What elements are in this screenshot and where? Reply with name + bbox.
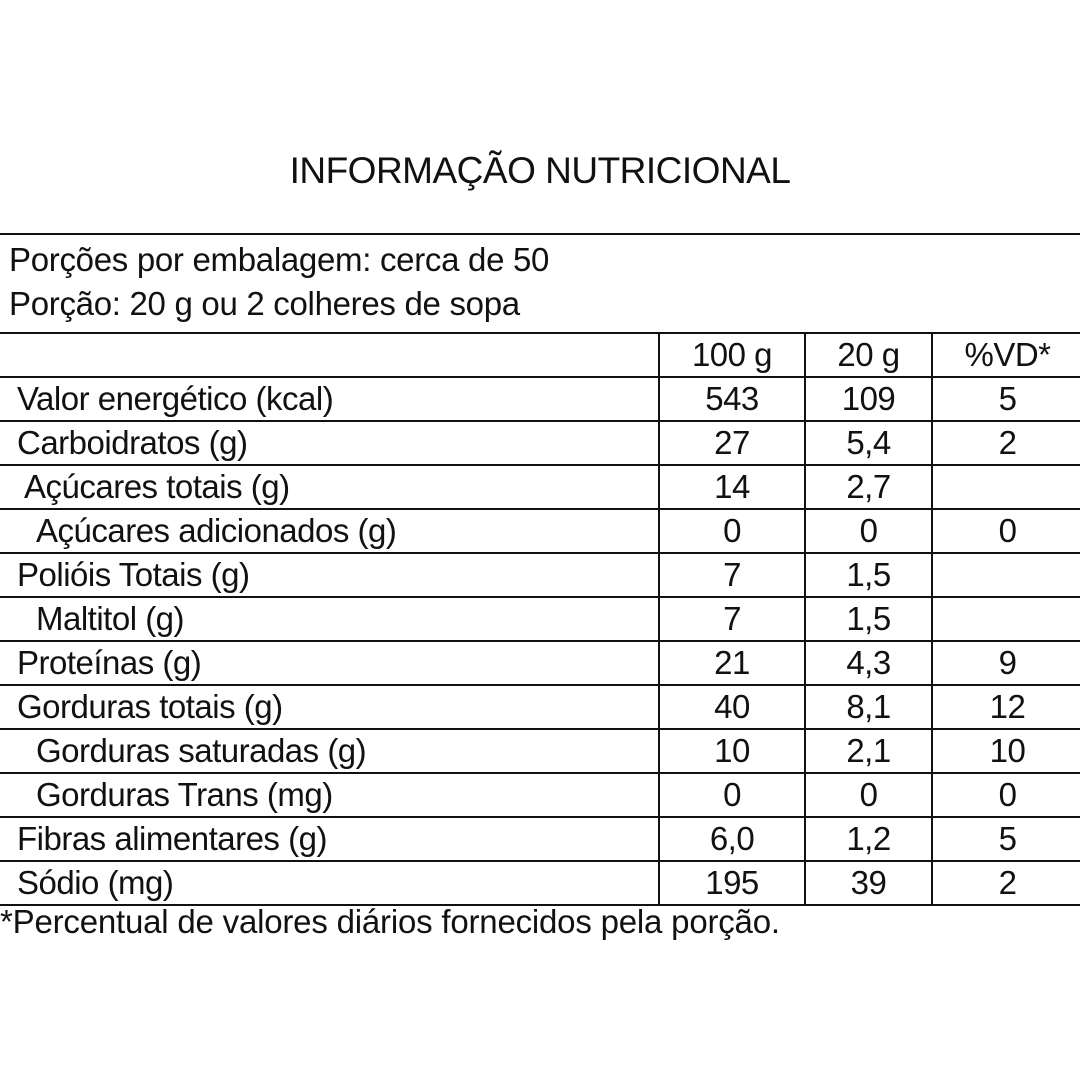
value-20g: 5,4 bbox=[805, 421, 932, 465]
table-row bbox=[0, 641, 1080, 685]
value-20g: 2,7 bbox=[805, 465, 932, 509]
table-row bbox=[0, 421, 1080, 465]
nutrient-name: Açúcares adicionados (g) bbox=[0, 509, 659, 553]
value-20g: 1,2 bbox=[805, 817, 932, 861]
table-row bbox=[0, 817, 1080, 861]
serving-size: Porção: 20 g ou 2 colheres de sopa bbox=[9, 285, 520, 322]
nutrient-name: Carboidratos (g) bbox=[0, 421, 659, 465]
value-100g: 7 bbox=[659, 553, 805, 597]
value-vd bbox=[932, 553, 1080, 597]
value-20g: 2,1 bbox=[805, 729, 932, 773]
nutrient-name: Valor energético (kcal) bbox=[0, 377, 659, 421]
value-100g: 10 bbox=[659, 729, 805, 773]
value-100g: 6,0 bbox=[659, 817, 805, 861]
value-vd: 2 bbox=[932, 421, 1080, 465]
table-row bbox=[0, 553, 1080, 597]
nutrient-name: Polióis Totais (g) bbox=[0, 553, 659, 597]
value-vd: 12 bbox=[932, 685, 1080, 729]
column-header-20g: 20 g bbox=[805, 333, 932, 377]
value-vd: 5 bbox=[932, 817, 1080, 861]
nutrient-name: Gorduras Trans (mg) bbox=[0, 773, 659, 817]
value-20g: 109 bbox=[805, 377, 932, 421]
nutrition-table bbox=[0, 332, 1080, 904]
value-vd: 2 bbox=[932, 861, 1080, 904]
value-vd bbox=[932, 465, 1080, 509]
page-title: INFORMAÇÃO NUTRICIONAL bbox=[289, 150, 791, 191]
table-row bbox=[0, 509, 1080, 553]
value-vd bbox=[932, 597, 1080, 641]
value-100g: 195 bbox=[659, 861, 805, 904]
value-20g: 0 bbox=[805, 509, 932, 553]
value-20g: 8,1 bbox=[805, 685, 932, 729]
value-100g: 21 bbox=[659, 641, 805, 685]
value-vd: 10 bbox=[932, 729, 1080, 773]
table-row bbox=[0, 773, 1080, 817]
value-100g: 543 bbox=[659, 377, 805, 421]
table-row bbox=[0, 465, 1080, 509]
table-row bbox=[0, 377, 1080, 421]
table-row bbox=[0, 685, 1080, 729]
nutrient-name: Gorduras totais (g) bbox=[0, 685, 659, 729]
value-100g: 0 bbox=[659, 773, 805, 817]
nutrition-facts-box bbox=[0, 233, 1080, 906]
nutrient-name: Fibras alimentares (g) bbox=[0, 817, 659, 861]
nutrient-name: Maltitol (g) bbox=[0, 597, 659, 641]
footnote: *Percentual de valores diários fornecidos pela porção. bbox=[0, 903, 780, 940]
nutrient-column-header bbox=[0, 333, 659, 377]
value-100g: 40 bbox=[659, 685, 805, 729]
nutrient-name: Sódio (mg) bbox=[17, 864, 174, 901]
column-header-100g: 100 g bbox=[659, 333, 805, 377]
value-vd: 0 bbox=[932, 773, 1080, 817]
value-vd: 9 bbox=[932, 641, 1080, 685]
value-100g: 7 bbox=[659, 597, 805, 641]
table-row bbox=[0, 597, 1080, 641]
table-row bbox=[0, 861, 1080, 904]
value-20g: 1,5 bbox=[805, 597, 932, 641]
servings-per-package: Porções por embalagem: cerca de 50 bbox=[9, 241, 550, 278]
nutrient-name: Açúcares totais (g) bbox=[0, 465, 659, 509]
value-20g: 39 bbox=[805, 861, 932, 904]
value-100g: 14 bbox=[659, 465, 805, 509]
value-vd: 5 bbox=[932, 377, 1080, 421]
value-100g: 27 bbox=[659, 421, 805, 465]
table-row bbox=[0, 729, 1080, 773]
nutrient-name: Gorduras saturadas (g) bbox=[0, 729, 659, 773]
value-20g: 0 bbox=[805, 773, 932, 817]
value-20g: 1,5 bbox=[805, 553, 932, 597]
nutrient-name: Proteínas (g) bbox=[0, 641, 659, 685]
value-vd: 0 bbox=[932, 509, 1080, 553]
value-20g: 4,3 bbox=[805, 641, 932, 685]
column-header-vd: %VD* bbox=[932, 333, 1080, 377]
value-100g: 0 bbox=[659, 509, 805, 553]
table-header-row bbox=[0, 333, 1080, 377]
